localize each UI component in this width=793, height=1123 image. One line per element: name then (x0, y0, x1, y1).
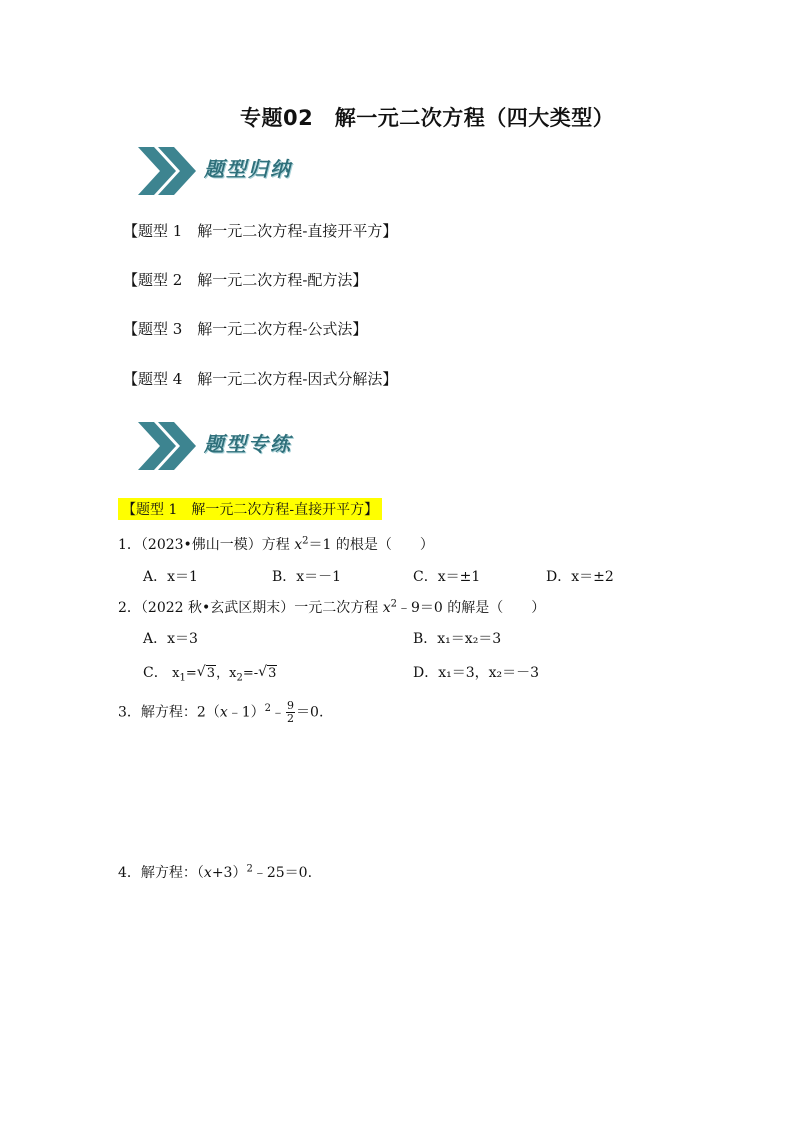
question-number: 3． (118, 704, 141, 721)
question-text: ﹣25＝0. (252, 865, 313, 881)
minus-sign: ﹣ (271, 704, 286, 721)
toc-item-3: 【题型 3 解一元二次方程-公式法】 (123, 320, 368, 338)
question-2 (118, 597, 545, 617)
page-title: 专题02 解一元二次方程（四大类型） (240, 106, 615, 130)
toc-item-2: 【题型 2 解一元二次方程-配方法】 (123, 271, 368, 289)
question-text: 解方程：（ (140, 865, 204, 881)
variable: x (382, 600, 391, 616)
option-c (143, 662, 277, 684)
question-text: （2023•佛山一模）方程 (140, 537, 295, 553)
sqrt-symbol (258, 666, 277, 681)
option-d: D．x₁＝3，x₂＝－3 (413, 665, 540, 681)
question-4 (118, 862, 312, 882)
variable: x (203, 865, 212, 881)
subscript: 2 (236, 672, 243, 684)
question-text: ﹣1） (227, 704, 265, 721)
banner-title: 题型专练 (204, 432, 292, 456)
separator: ， (216, 666, 230, 681)
question-text: ＝0. (296, 704, 324, 721)
question-text: +3） (211, 865, 247, 881)
numerator: 9 (287, 699, 295, 712)
option-a: A．x＝3 (143, 631, 198, 647)
question-number: 2． (118, 600, 141, 616)
sqrt-symbol (197, 666, 216, 681)
exponent: 2 (302, 535, 309, 547)
equals-sign: =- (242, 666, 259, 681)
variable: x (294, 537, 303, 553)
option-label: C． (143, 665, 168, 681)
question-1 (118, 534, 434, 554)
option-c: C．x＝±1 (413, 569, 481, 585)
fraction (286, 700, 295, 725)
banner-title: 题型归纳 (204, 157, 292, 181)
toc-item-1: 【题型 1 解一元二次方程-直接开平方】 (123, 222, 398, 240)
exponent: 2 (390, 598, 397, 610)
variable: x (172, 666, 180, 681)
option-a: A．x＝1 (143, 569, 198, 585)
section-heading: 【题型 1 解一元二次方程-直接开平方】 (118, 498, 382, 520)
denominator: 2 (287, 712, 295, 725)
option-d: D．x＝±2 (546, 569, 614, 585)
exponent: 2 (264, 702, 272, 714)
variable: x (219, 704, 228, 721)
question-text: ＝1 的根是（ ） (308, 537, 434, 553)
section-banner-practice (136, 418, 356, 474)
equals-sign: = (185, 666, 197, 681)
question-text: （2022 秋•玄武区期末）一元二次方程 (140, 600, 383, 616)
question-3 (118, 700, 323, 725)
question-number: 1． (118, 537, 141, 553)
question-number: 4． (118, 865, 141, 881)
question-text: 解方程：2（ (140, 704, 220, 721)
subscript: 1 (179, 672, 186, 684)
double-chevron-icon (136, 418, 196, 474)
option-b: B．x＝－1 (272, 569, 342, 585)
toc-item-4: 【题型 4 解一元二次方程-因式分解法】 (123, 370, 398, 388)
exponent: 2 (246, 863, 253, 875)
double-chevron-icon (136, 143, 196, 199)
option-b: B．x₁＝x₂＝3 (413, 631, 502, 647)
radicand: 3 (206, 666, 216, 681)
section-banner-summary (136, 143, 356, 199)
question-text: ﹣9＝0 的解是（ ） (397, 600, 546, 616)
radicand: 3 (268, 666, 277, 681)
variable: x (229, 666, 237, 681)
math-expression (172, 666, 277, 684)
